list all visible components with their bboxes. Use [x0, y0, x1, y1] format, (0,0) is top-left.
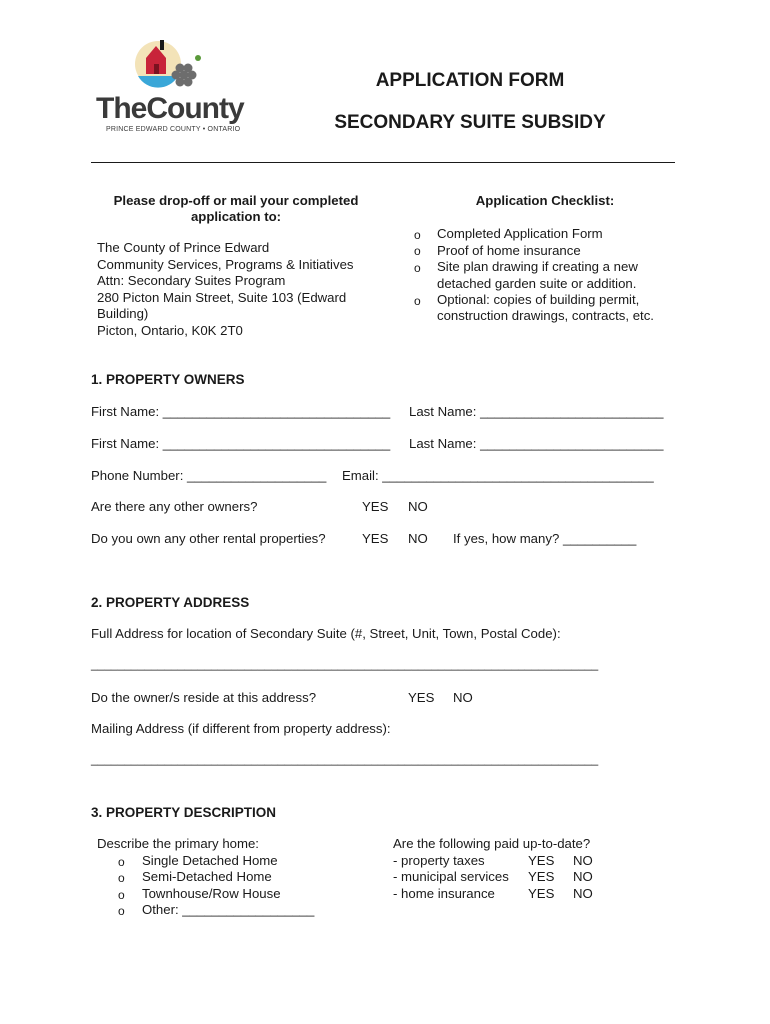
checklist-item: Completed Application Form: [437, 226, 603, 241]
home-type-bullet: o: [118, 871, 125, 885]
rental-no-option[interactable]: NO: [408, 531, 428, 546]
section-3-heading: 3. PROPERTY DESCRIPTION: [91, 805, 277, 820]
owner-1-last-name-field[interactable]: Last Name: _________________________: [409, 404, 664, 419]
section-2-heading: 2. PROPERTY ADDRESS: [91, 595, 250, 610]
owner-2-last-name-field[interactable]: Last Name: _________________________: [409, 436, 664, 451]
page-title: APPLICATION FORM: [375, 70, 565, 91]
mail-heading-2: application to:: [190, 209, 282, 224]
phone-number-field[interactable]: Phone Number: ___________________: [91, 468, 327, 483]
services-no-option[interactable]: NO: [573, 869, 593, 884]
home-type-other-field[interactable]: Other: __________________: [142, 902, 315, 917]
home-type-bullet: o: [118, 888, 125, 902]
home-type-bullet: o: [118, 904, 125, 918]
paid-up-label: Are the following paid up-to-date?: [393, 836, 591, 851]
header-rule: [91, 162, 675, 163]
checklist-bullet: o: [414, 228, 421, 242]
checklist-item: detached garden suite or addition.: [437, 276, 637, 291]
logo-subtext: PRINCE EDWARD COUNTY • ONTARIO: [106, 126, 241, 133]
insurance-no-option[interactable]: NO: [573, 886, 593, 901]
mail-line: Building): [97, 306, 149, 321]
insurance-yes-option[interactable]: YES: [528, 886, 555, 901]
checklist-bullet: o: [414, 294, 421, 308]
other-owners-no-option[interactable]: NO: [408, 499, 428, 514]
paid-item-label: - home insurance: [393, 886, 495, 901]
rental-count-field[interactable]: If yes, how many? __________: [453, 531, 637, 546]
page-subtitle: SECONDARY SUITE SUBSIDY: [334, 112, 606, 133]
owner-1-first-name-field[interactable]: First Name: _______________________________: [91, 404, 391, 419]
mail-heading-1: Please drop-off or mail your completed: [113, 193, 359, 208]
full-address-label: Full Address for location of Secondary Suite (#, Street, Unit, Town, Postal Code):: [91, 626, 561, 641]
mail-line: Community Services, Programs & Initiatives: [97, 257, 354, 272]
question-other-owners: Are there any other owners?: [91, 499, 258, 514]
mailing-address-line[interactable]: ____________________________________________________________________________: [91, 752, 599, 766]
full-address-line[interactable]: ____________________________________________________________________________: [91, 657, 599, 671]
other-owners-yes-option[interactable]: YES: [362, 499, 389, 514]
owner-2-first-name-field[interactable]: First Name: _______________________________: [91, 436, 391, 451]
mail-line: The County of Prince Edward: [97, 240, 270, 255]
question-reside: Do the owner/s reside at this address?: [91, 690, 317, 705]
paid-item-label: - municipal services: [393, 869, 509, 884]
reside-yes-option[interactable]: YES: [408, 690, 435, 705]
taxes-yes-option[interactable]: YES: [528, 853, 555, 868]
home-type-bullet: o: [118, 855, 125, 869]
taxes-no-option[interactable]: NO: [573, 853, 593, 868]
services-yes-option[interactable]: YES: [528, 869, 555, 884]
logo-wordmark: TheCounty: [96, 92, 244, 125]
mailing-address-label: Mailing Address (if different from property address):: [91, 721, 391, 736]
checklist-heading: Application Checklist:: [475, 193, 615, 208]
checklist-bullet: o: [414, 261, 421, 275]
question-rental-properties: Do you own any other rental properties?: [91, 531, 326, 546]
checklist-item: construction drawings, contracts, etc.: [437, 308, 654, 323]
mail-line: 280 Picton Main Street, Suite 103 (Edward: [97, 290, 347, 305]
home-type-option[interactable]: Single Detached Home: [142, 853, 278, 868]
home-type-option[interactable]: Semi-Detached Home: [142, 869, 272, 884]
checklist-item: Optional: copies of building permit,: [437, 292, 640, 307]
rental-yes-option[interactable]: YES: [362, 531, 389, 546]
paid-item-label: - property taxes: [393, 853, 485, 868]
mail-line: Picton, Ontario, K0K 2T0: [97, 323, 243, 338]
home-type-option[interactable]: Townhouse/Row House: [142, 886, 281, 901]
checklist-item: Proof of home insurance: [437, 243, 581, 258]
describe-home-label: Describe the primary home:: [97, 836, 259, 851]
checklist-item: Site plan drawing if creating a new: [437, 259, 638, 274]
section-1-heading: 1. PROPERTY OWNERS: [91, 372, 245, 387]
reside-no-option[interactable]: NO: [453, 690, 473, 705]
county-logo: [94, 36, 254, 140]
email-field[interactable]: Email: _____________________________________: [342, 468, 654, 483]
mail-line: Attn: Secondary Suites Program: [97, 273, 286, 288]
checklist-bullet: o: [414, 244, 421, 258]
